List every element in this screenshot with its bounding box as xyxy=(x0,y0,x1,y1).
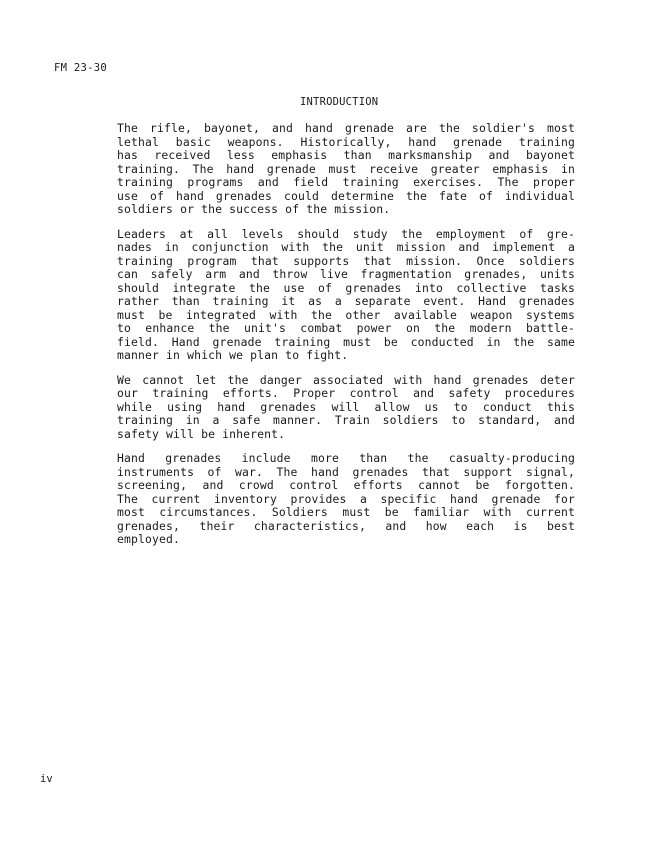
text-line: can safely arm and throw live fragmentation grenades, units xyxy=(117,267,575,281)
text-line: Hand grenades include more than the casualty-producing xyxy=(117,451,575,465)
page-number: iv xyxy=(40,773,53,785)
paragraph xyxy=(117,122,575,217)
text-line: nades in conjunction with the unit mission and implement a xyxy=(117,240,575,254)
text-line: use of hand grenades could determine the fate of individual xyxy=(117,188,575,203)
text-line: training. The hand grenade must receive greater emphasis in xyxy=(117,161,575,176)
paragraph xyxy=(117,374,575,442)
text-line: rather than training it as a separate event. Hand grenades xyxy=(117,294,575,308)
text-line: training in a safe manner. Train soldiers to standard, and xyxy=(117,413,575,427)
page-title: INTRODUCTION xyxy=(300,96,379,108)
text-line: to enhance the unit's combat power on the modern battle- xyxy=(117,321,575,335)
text-line: safety will be inherent. xyxy=(117,426,286,441)
paragraph xyxy=(117,228,575,363)
text-line: most circumstances. Soldiers must be familiar with current xyxy=(117,505,575,519)
text-line: lethal basic weapons. Historically, hand grenade training xyxy=(117,134,575,149)
text-line: grenades, their characteristics, and how each is best xyxy=(117,518,575,533)
body-text xyxy=(117,122,575,558)
text-line: Leaders at all levels should study the employment of gre- xyxy=(117,226,575,241)
text-line: manner in which we plan to fight. xyxy=(117,348,349,362)
text-line: The rifle, bayonet, and hand grenade are the soldier's most xyxy=(117,121,575,135)
text-line: We cannot let the danger associated with hand grenades deter xyxy=(117,372,575,387)
text-line: field. Hand grenade training must be conducted in the same xyxy=(117,334,575,349)
text-line: soldiers or the success of the mission. xyxy=(117,202,391,216)
text-line: should integrate the use of grenades into collective tasks xyxy=(117,280,575,295)
text-line: training programs and field training exercises. The proper xyxy=(117,175,575,189)
document-id: FM 23-30 xyxy=(54,62,107,74)
text-line: employed. xyxy=(117,532,181,546)
text-line: must be integrated with the other available weapon systems xyxy=(117,307,575,322)
paragraph xyxy=(117,452,575,547)
text-line: screening, and crowd control efforts cannot be forgotten. xyxy=(117,478,575,492)
text-line: has received less emphasis than marksmanship and bayonet xyxy=(117,148,575,162)
text-line: training program that supports that mission. Once soldiers xyxy=(117,253,575,268)
text-line: instruments of war. The hand grenades that support signal, xyxy=(117,464,575,479)
text-line: our training efforts. Proper control and safety procedures xyxy=(117,386,575,400)
text-line: The current inventory provides a specific hand grenade for xyxy=(117,491,575,506)
text-line: while using hand grenades will allow us to conduct this xyxy=(117,399,575,414)
